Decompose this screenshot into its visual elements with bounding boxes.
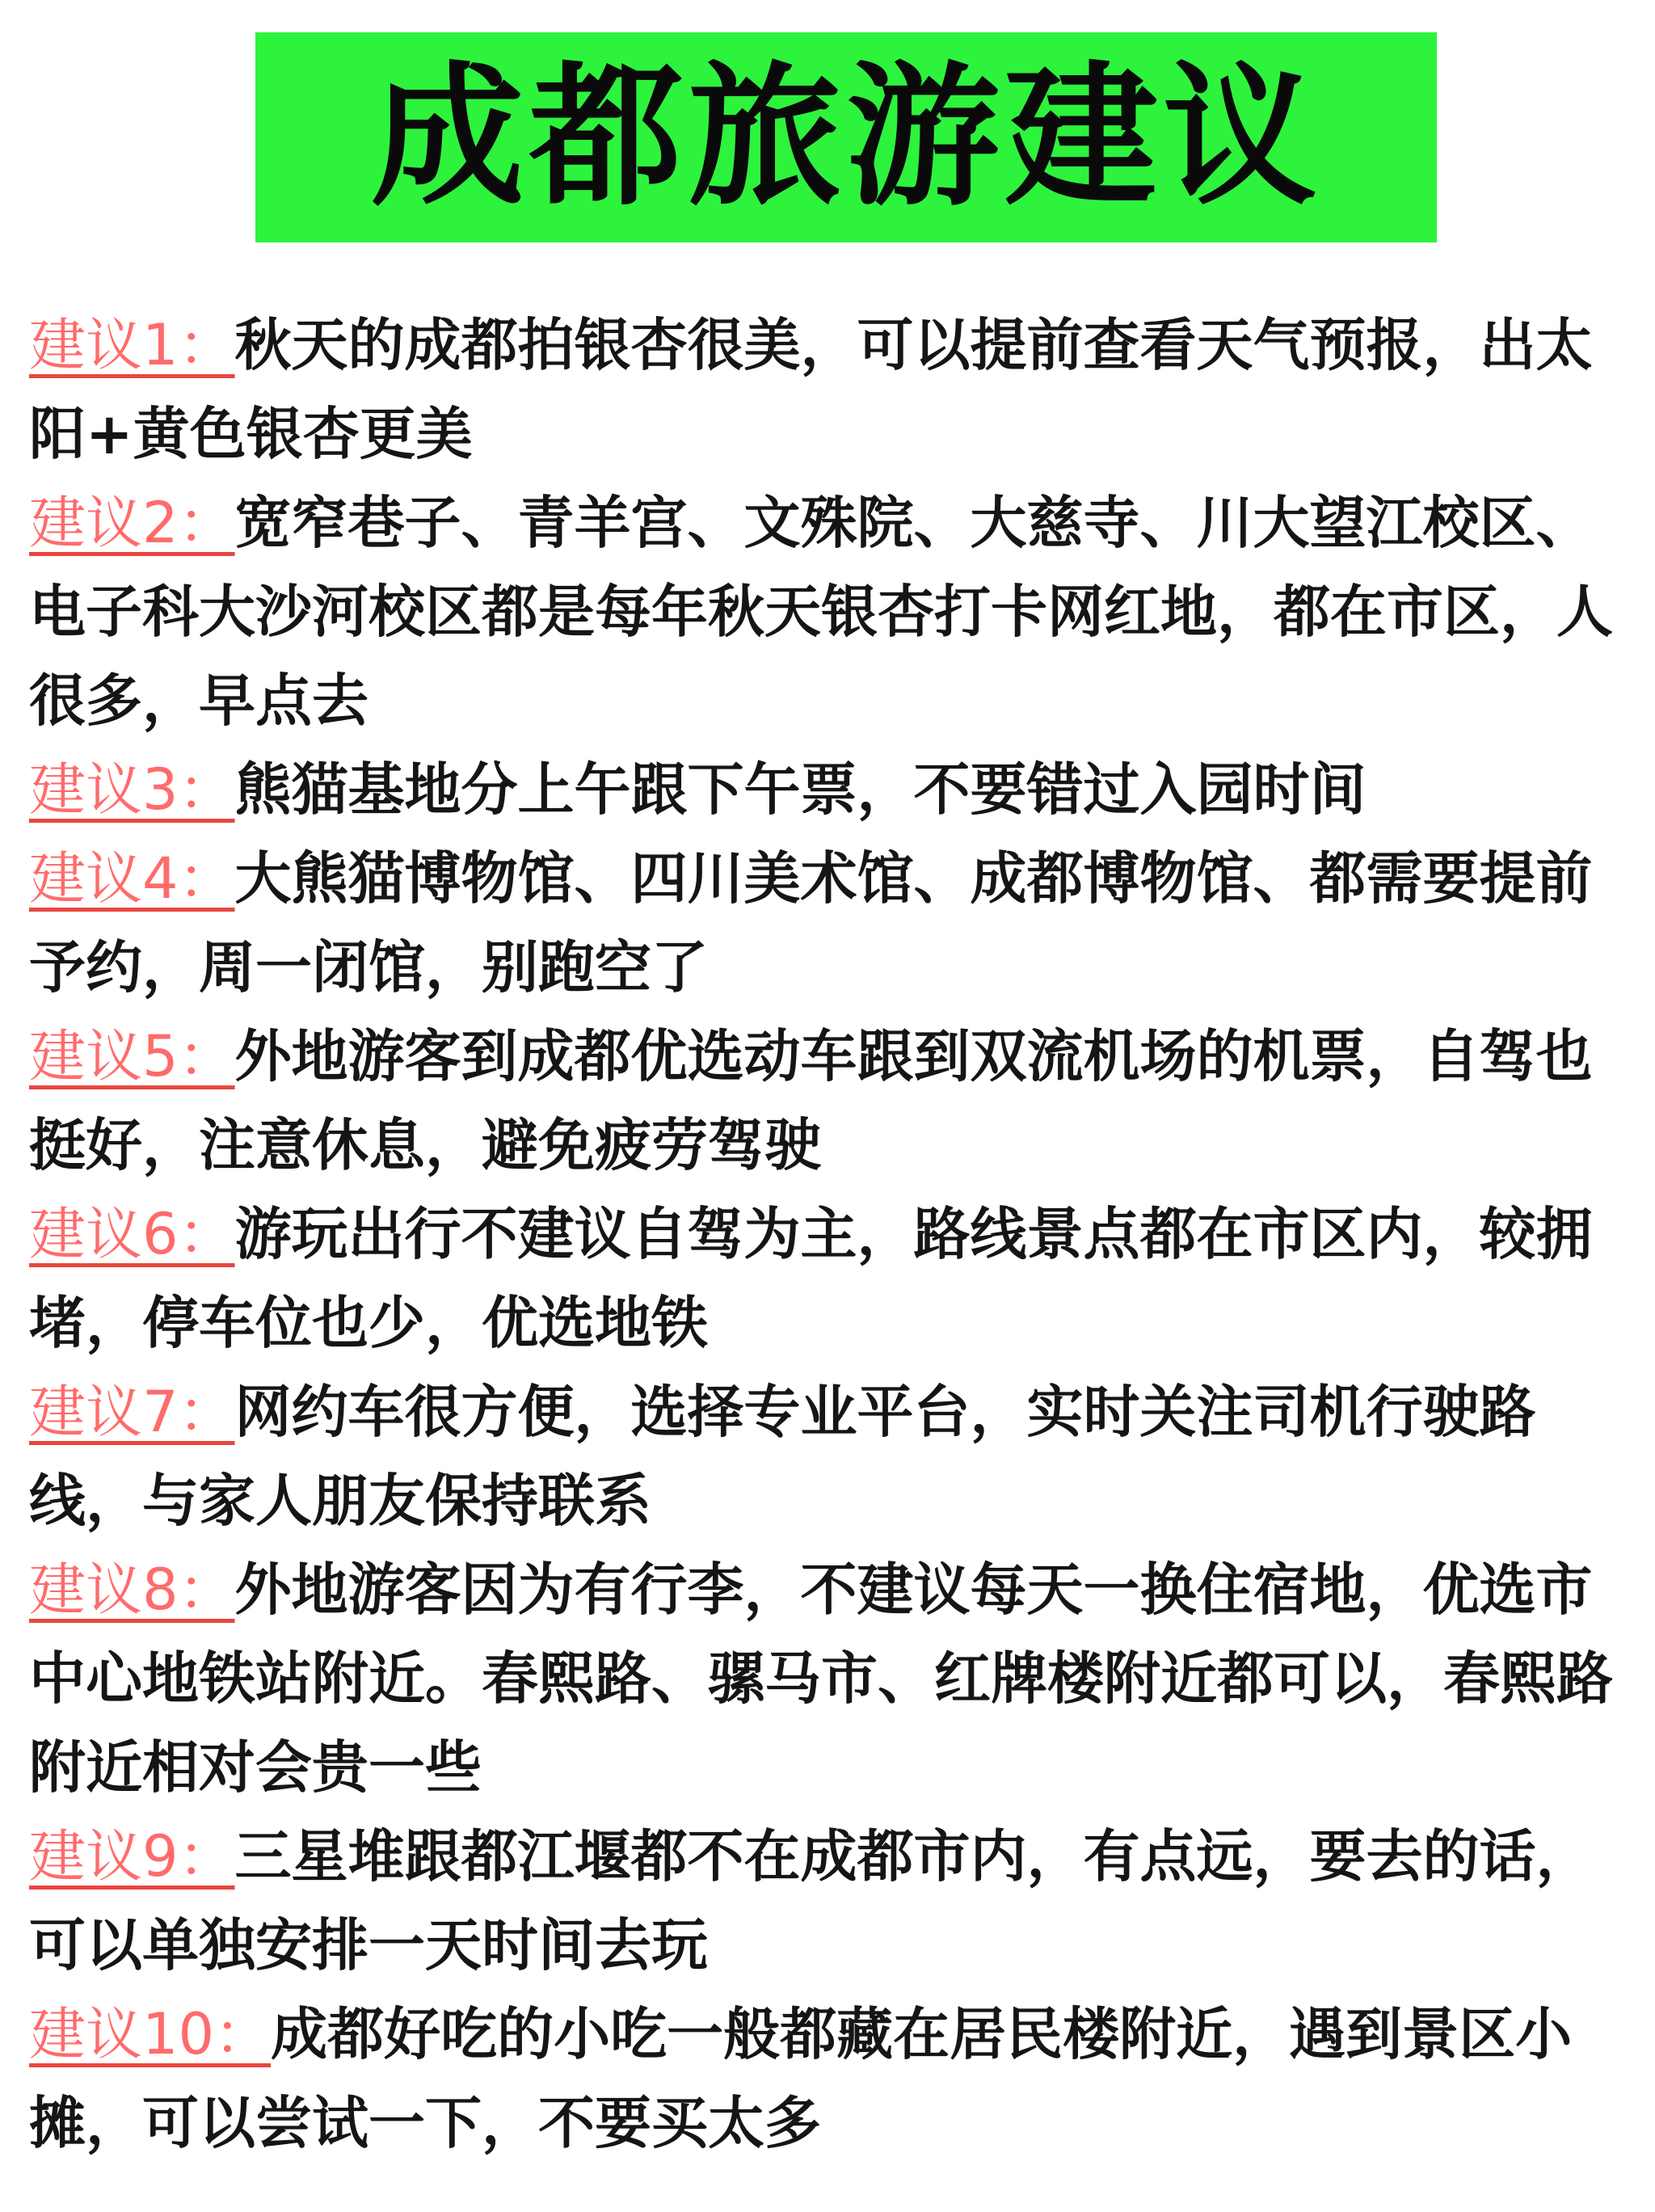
tip-item — [29, 1545, 1637, 1812]
tip-label: 建议5： — [29, 1023, 235, 1089]
title-banner — [255, 32, 1437, 242]
tip-item — [29, 478, 1637, 745]
tip-text: 网约车很方便，选择专业平台，实时关注司机行驶路线，与家人朋友保持联系 — [29, 1379, 1536, 1534]
tip-label: 建议9： — [29, 1823, 235, 1890]
tip-item — [29, 1190, 1637, 1367]
tip-text: 成都好吃的小吃一般都藏在居民楼附近，遇到景区小摊，可以尝试一下，不要买太多 — [29, 2001, 1573, 2156]
tip-item — [29, 301, 1637, 478]
tip-text: 宽窄巷子、青羊宫、文殊院、大慈寺、川大望江校区、电子科大沙河校区都是每年秋天银杏打卡网红地，都在市区，人很多，早点去 — [29, 490, 1613, 734]
tip-item — [29, 1012, 1637, 1190]
tip-text: 外地游客因为有行李，不建议每天一换住宿地，优选市中心地铁站附近。春熙路、骡马市、红牌楼附近都可以，春熙路附近相对会贵一些 — [29, 1557, 1613, 1801]
page-title: 成都旅游建议 — [370, 48, 1321, 226]
tip-item — [29, 1990, 1637, 2168]
tip-text: 秋天的成都拍银杏很美，可以提前查看天气预报，出太阳+黄色银杏更美 — [29, 312, 1593, 467]
tip-label: 建议7： — [29, 1379, 235, 1445]
tip-text: 三星堆跟都江堰都不在成都市内，有点远，要去的话，可以单独安排一天时间去玩 — [29, 1823, 1593, 1978]
tip-label: 建议3： — [29, 756, 235, 823]
tip-label: 建议1： — [29, 312, 235, 378]
tip-label: 建议4： — [29, 845, 235, 912]
tip-text: 熊猫基地分上午跟下午票，不要错过入园时间 — [234, 756, 1367, 823]
tip-item — [29, 834, 1637, 1012]
tip-label: 建议10： — [29, 2001, 272, 2067]
tip-label: 建议2： — [29, 490, 235, 556]
tip-text: 大熊猫博物馆、四川美术馆、成都博物馆、都需要提前予约，周一闭馆，别跑空了 — [29, 845, 1593, 1001]
tip-text: 外地游客到成都优选动车跟到双流机场的机票，自驾也挺好，注意休息，避免疲劳驾驶 — [29, 1023, 1593, 1178]
tip-label: 建议8： — [29, 1557, 235, 1623]
tip-label: 建议6： — [29, 1201, 235, 1267]
tips-list — [29, 301, 1637, 2168]
tip-text: 游玩出行不建议自驾为主，路线景点都在市区内，较拥堵，停车位也少，优选地铁 — [29, 1201, 1593, 1356]
tip-item — [29, 745, 1637, 834]
tip-item — [29, 1367, 1637, 1545]
tip-item — [29, 1812, 1637, 1990]
